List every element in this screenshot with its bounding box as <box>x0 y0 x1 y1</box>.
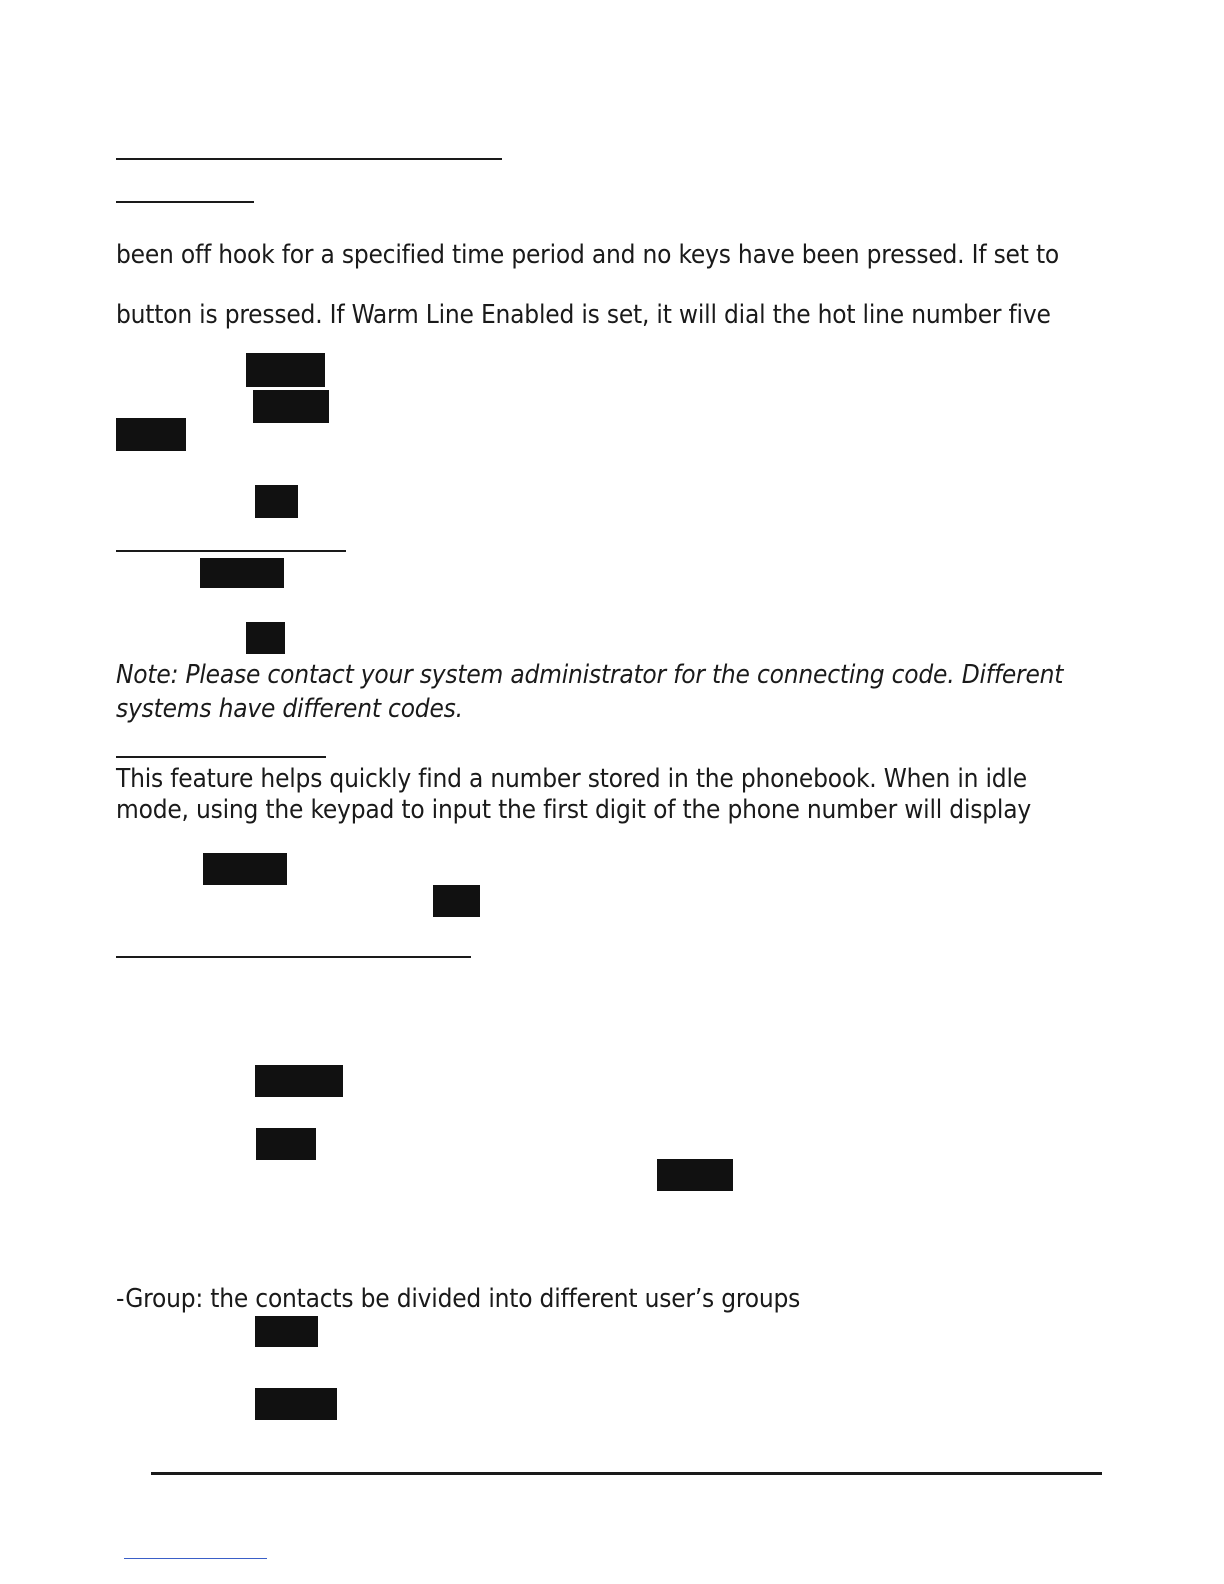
redaction-box <box>200 558 284 588</box>
heading-underline-4 <box>116 756 326 758</box>
body-text-line: This feature helps quickly find a number stored in the phonebook. When in idle <box>116 764 1027 794</box>
body-text-line: button is pressed. If Warm Line Enabled is set, it will dial the hot line number five <box>116 300 1051 330</box>
redaction-box <box>433 885 480 917</box>
heading-underline-5 <box>116 956 471 958</box>
note-text-line: systems have different codes. <box>116 694 463 724</box>
heading-underline-3 <box>116 550 346 552</box>
heading-underline-1 <box>116 158 502 160</box>
footer-link-underline <box>124 1558 267 1559</box>
redaction-box <box>116 418 186 451</box>
redaction-box <box>246 353 325 387</box>
footer-rule <box>151 1472 1102 1475</box>
body-text-line: -Group: the contacts be divided into different user’s groups <box>116 1284 801 1314</box>
redaction-box <box>255 1316 318 1347</box>
heading-underline-2 <box>116 201 254 203</box>
note-text-line: Note: Please contact your system administrator for the connecting code. Different <box>116 660 1064 690</box>
redaction-box <box>203 853 287 885</box>
redaction-box <box>256 1128 316 1160</box>
body-text-line: been off hook for a specified time period and no keys have been pressed. If set to <box>116 240 1060 270</box>
redaction-box <box>255 485 298 518</box>
redaction-box <box>253 390 329 423</box>
redaction-box <box>255 1065 343 1097</box>
body-text-line: mode, using the keypad to input the first digit of the phone number will display <box>116 795 1031 825</box>
redaction-box <box>657 1159 733 1191</box>
redaction-box <box>255 1388 337 1420</box>
redaction-box <box>246 622 285 654</box>
